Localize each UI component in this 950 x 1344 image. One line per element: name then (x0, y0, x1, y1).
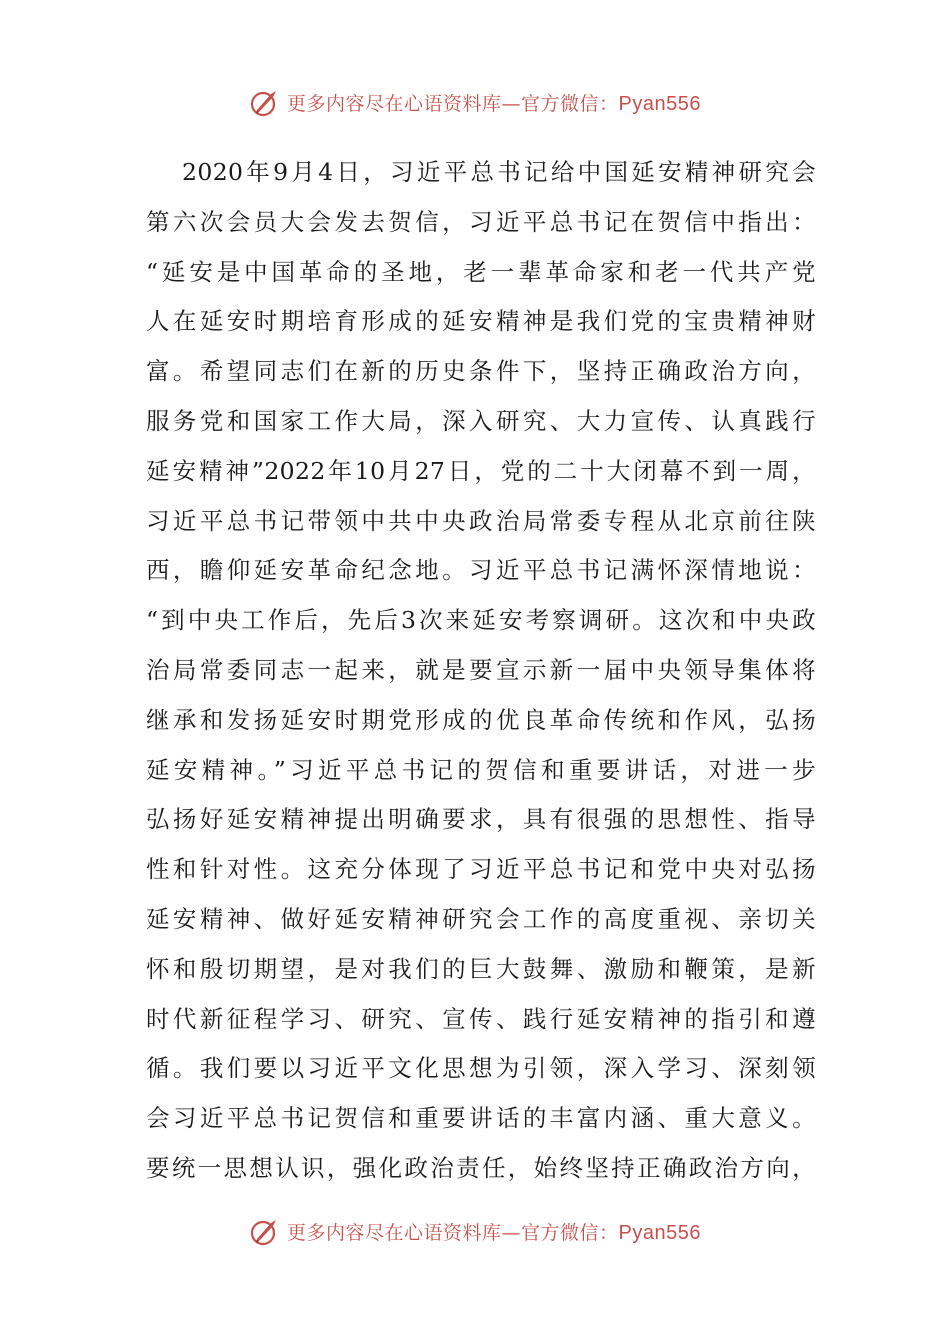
footer-watermark (0, 1211, 950, 1251)
watermark-text: 更多内容尽在心语资料库—官方微信：Pyan556 (287, 1221, 701, 1244)
pen-logo-icon (249, 1215, 281, 1247)
text-line: 性和针对性。这充分体现了习近平总书记和党中央对弘扬 (146, 855, 816, 884)
text-line: 人在延安时期培育形成的延安精神是我们党的宝贵精神财 (146, 307, 816, 336)
text-line: 时代新征程学习、研究、宣传、践行延安精神的指引和遵 (146, 1004, 816, 1033)
text-line: 治局常委同志一起来，就是要宣示新一届中央领导集体将 (146, 655, 816, 684)
text-line: 弘扬好延安精神提出明确要求，具有很强的思想性、指导 (146, 805, 816, 834)
text-line: 富。希望同志们在新的历史条件下，坚持正确政治方向， (146, 357, 816, 386)
text-line: “到中央工作后，先后3次来延安考察调研。这次和中央政 (146, 606, 816, 635)
text-line: 怀和殷切期望，是对我们的巨大鼓舞、激励和鞭策，是新 (146, 954, 816, 983)
text-line: 第六次会员大会发去贺信，习近平总书记在贺信中指出： (146, 207, 816, 236)
header-watermark (0, 82, 950, 122)
text-line: 继承和发扬延安时期党形成的优良革命传统和作风，弘扬 (146, 705, 816, 734)
watermark-text: 更多内容尽在心语资料库—官方微信：Pyan556 (287, 92, 701, 115)
text-line: 习近平总书记带领中共中央政治局常委专程从北京前往陕 (146, 506, 816, 535)
pen-logo-icon (249, 86, 281, 118)
text-line: 要统一思想认识，强化政治责任，始终坚持正确政治方向， (146, 1153, 816, 1182)
text-line: 循。我们要以习近平文化思想为引领，深入学习、深刻领 (146, 1054, 816, 1083)
text-line: “延安是中国革命的圣地，老一辈革命家和老一代共产党 (146, 257, 816, 286)
text-line: 延安精神、做好延安精神研究会工作的高度重视、亲切关 (146, 904, 816, 933)
text-line: 西，瞻仰延安革命纪念地。习近平总书记满怀深情地说： (146, 556, 816, 585)
text-line: 延安精神。”习近平总书记的贺信和重要讲话，对进一步 (146, 755, 816, 784)
document-body (146, 148, 816, 1194)
text-line: 延安精神”2022年10月27日，党的二十大闭幕不到一周， (146, 456, 816, 485)
text-line: 会习近平总书记贺信和重要讲话的丰富内涵、重大意义。 (146, 1104, 816, 1133)
text-line: 服务党和国家工作大局，深入研究、大力宣传、认真践行 (146, 406, 816, 435)
text-line: 2020年9月4日，习近平总书记给中国延安精神研究会 (182, 158, 816, 186)
